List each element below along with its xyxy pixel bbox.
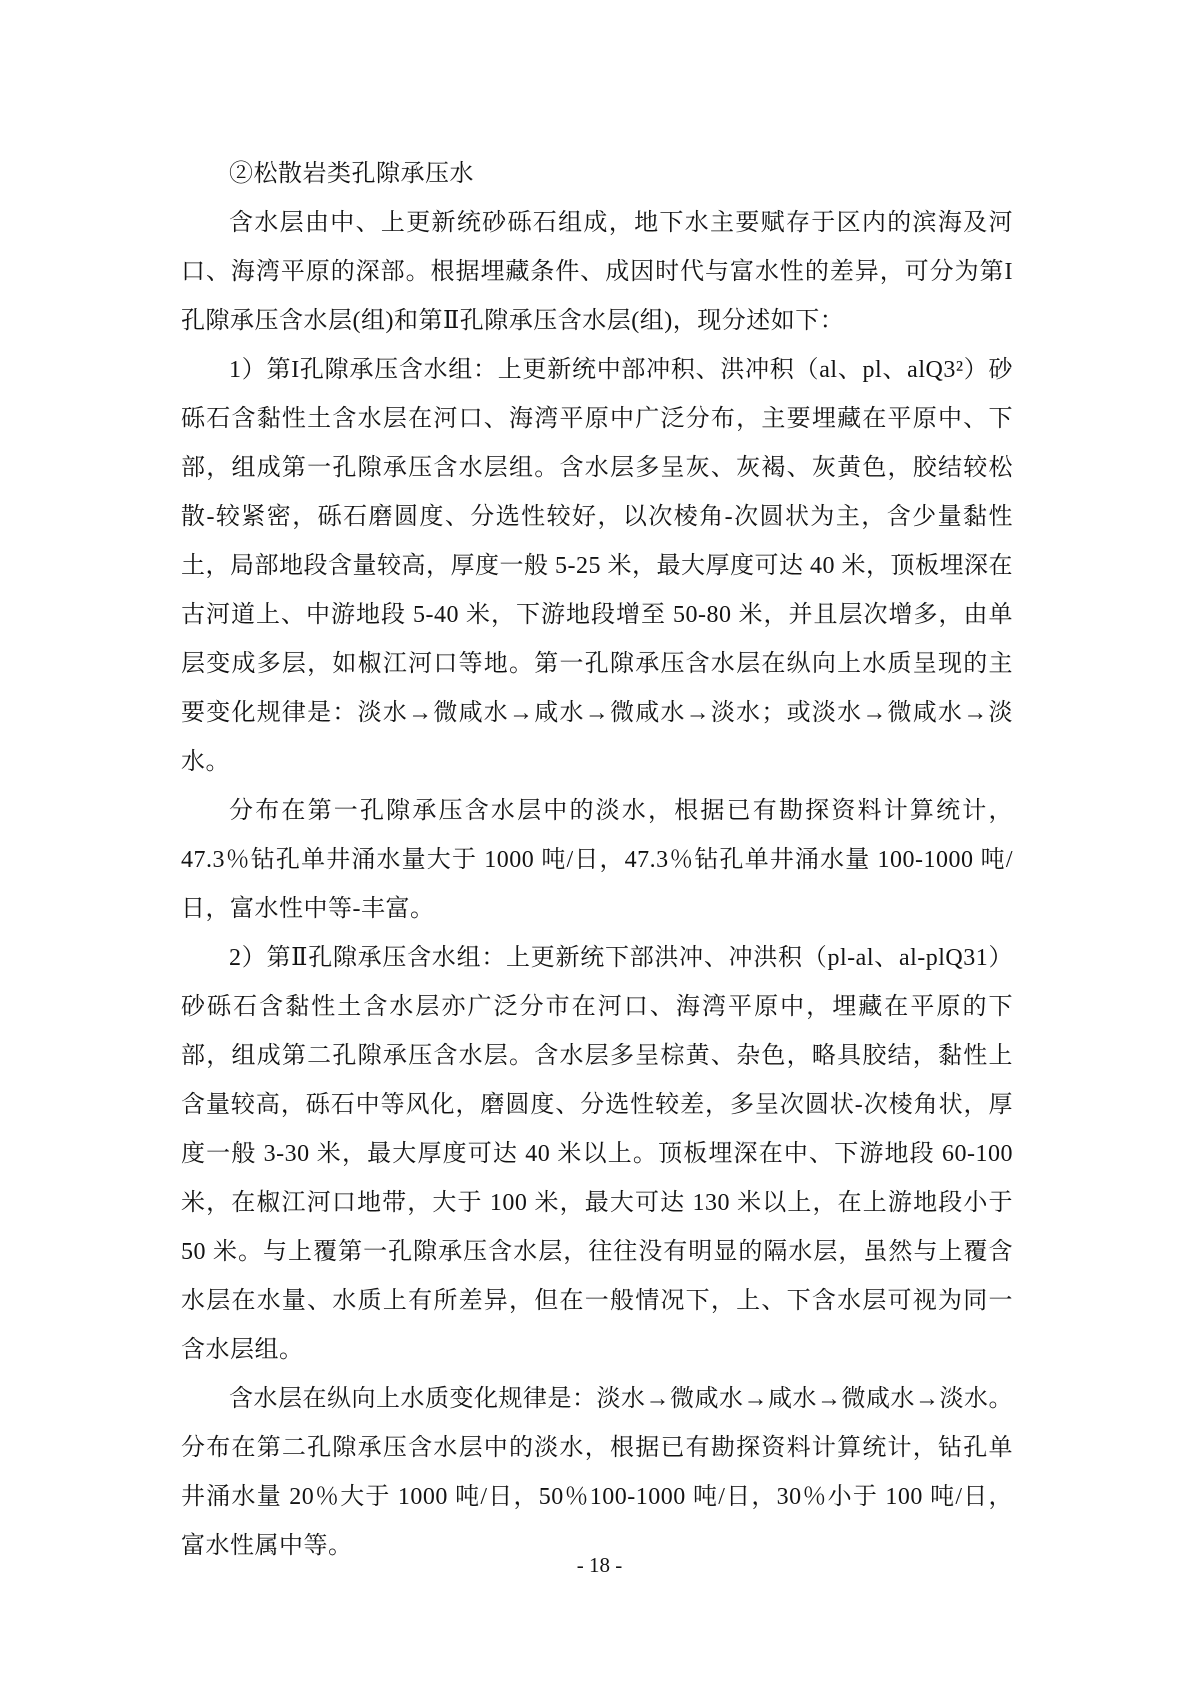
document-page xyxy=(181,150,1013,1571)
page-number: - 18 - xyxy=(576,1553,623,1577)
paragraph-second-aquifer-yield-stats: 含水层在纵向上水质变化规律是：淡水→微咸水→咸水→微咸水→淡水。分布在第二孔隙承压含水层中的淡水，根据已有勘探资料计算统计，钻孔单井涌水量 20％大于 1000 吨/日，50％100-1000 吨/日，30％小于 100 吨/日，富水性属中等。 xyxy=(181,1386,1013,1559)
paragraph-aquifer-overview: 含水层由中、上更新统砂砾石组成，地下水主要赋存于区内的滨海及河口、海湾平原的深部。根据埋藏条件、成因时代与富水性的差异，可分为第I孔隙承压含水层(组)和第Ⅱ孔隙承压含水层(组)，现分述如下： xyxy=(181,210,1013,334)
paragraph-second-confined-aquifer-group: 2）第Ⅱ孔隙承压含水组：上更新统下部洪冲、冲洪积（pl-al、al-plQ31）砂砾石含黏性土含水层亦广泛分市在河口、海湾平原中，埋藏在平原的下部，组成第二孔隙承压含水层。含水层多呈棕黄、杂色，略具胶结，黏性上含量较高，砾石中等风化，磨圆度、分选性较差，多呈次圆状-次棱角状，厚度一般 3-30 米，最大厚度可达 40 米以上。顶板埋深在中、下游地段 60-100 米，在椒江河口地带，大于 100 米，最大可达 130 米以上，在上游地段小于 50 米。与上覆第一孔隙承压含水层，往往没有明显的隔水层，虽然与上覆含水层在水量、水质上有所差异，但在一般情况下，上、下含水层可视为同一含水层组。 xyxy=(181,945,1013,1363)
section-heading: ②松散岩类孔隙承压水 xyxy=(229,161,474,187)
paragraph-first-confined-aquifer-group: 1）第I孔隙承压含水组：上更新统中部冲积、洪冲积（al、pl、alQ3²）砂砾石含黏性土含水层在河口、海湾平原中广泛分布，主要埋藏在平原中、下部，组成第一孔隙承压含水层组。含水层多呈灰、灰褐、灰黄色，胶结较松散-较紧密，砾石磨圆度、分选性较好，以次棱角-次圆状为主，含少量黏性土，局部地段含量较高，厚度一般 5-25 米，最大厚度可达 40 米，顶板埋深在古河道上、中游地段 5-40 米，下游地段增至 50-80 米，并且层次增多，由单层变成多层，如椒江河口等地。第一孔隙承压含水层在纵向上水质呈现的主要变化规律是：淡水→微咸水→咸水→微咸水→淡水；或淡水→微咸水→淡水。 xyxy=(181,357,1013,775)
paragraph-first-aquifer-yield-stats: 分布在第一孔隙承压含水层中的淡水，根据已有勘探资料计算统计，47.3％钻孔单井涌水量大于 1000 吨/日，47.3％钻孔单井涌水量 100-1000 吨/日，富水性中等-丰富。 xyxy=(181,798,1013,922)
